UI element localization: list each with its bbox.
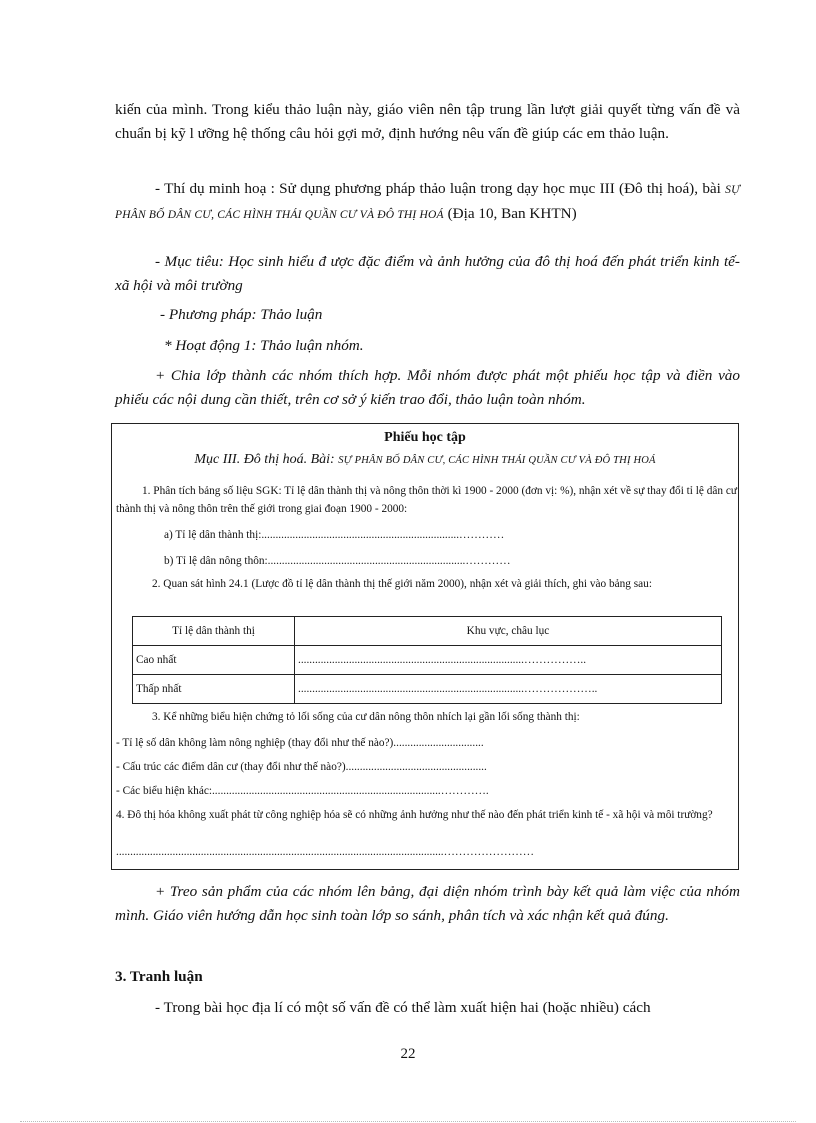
table-row — [133, 646, 722, 675]
question-1a: a) Tỉ lệ dân thành thị:......................................................................………… — [164, 529, 505, 541]
intro-paragraph: kiến của mình. Trong kiểu thảo luận này, giáo viên nên tập trung lần lượt giải quyết từng vấn đề và chuẩn bị kỹ l ưỡng hệ thống câu hỏi gợi mở, định hướng nêu vấn đề giúp các em thảo luận. — [115, 101, 740, 142]
section-heading: 3. Tranh luận — [115, 968, 203, 985]
table-cell: Cao nhất — [133, 646, 295, 675]
question-1: 1. Phân tích bảng số liệu SGK: Tỉ lệ dân thành thị và nông thôn thời kì 1900 - 2000 (đơn vị: %), nhận xét về sự thay đổi tỉ lệ dân cư thành thị và nông thôn trên thế giới trong giai đoạn 1900 - 2000: — [116, 485, 738, 515]
table-header-row — [133, 617, 722, 646]
section-first-line: - Trong bài học địa lí có một số vấn đề có thể làm xuất hiện hai (hoặc nhiều) cách — [155, 999, 651, 1016]
question-2: 2. Quan sát hình 24.1 (Lược đồ tỉ lệ dân thành thị thế giới năm 2000), nhận xét và giải thích, ghi vào bảng sau: — [152, 578, 652, 590]
objective-paragraph: - Mục tiêu: Học sinh hiểu đ ược đặc điểm và ảnh hưởng của đô thị hoá đến phát triển kinh tế- xã hội và môi trường — [115, 253, 740, 294]
table-row — [133, 675, 722, 704]
activity-line: * Hoạt động 1: Thảo luận nhóm. — [164, 337, 364, 354]
table-header-cell: Tỉ lệ dân thành thị — [133, 617, 295, 646]
question-3-item: - Cấu trúc các điểm dân cư (thay đổi như thế nào?).................................................. — [116, 761, 487, 773]
worksheet-subtitle-lesson: SỰ PHÂN BỐ DÂN CƯ, CÁC HÌNH THÁI QUẦN CƯ VÀ ĐÔ THỊ HOÁ — [338, 455, 656, 466]
worksheet-subtitle-prefix: Mục III. Đô thị hoá. Bài: — [194, 452, 339, 467]
question-3: 3. Kể những biểu hiện chứng tỏ lối sống của cư dân nông thôn nhích lại gần lối sống thành thị: — [152, 711, 580, 723]
example-prefix: - Thí dụ minh hoạ : Sử dụng phương pháp thảo luận trong dạy học mục III (Đô thị hoá), bài — [155, 180, 726, 197]
worksheet-title: Phiếu học tập — [384, 430, 466, 445]
question-4: 4. Đô thị hóa không xuất phát từ công nghiệp hóa sẽ có những ảnh hưởng như thế nào đến phát triển kinh tế - xã hội và môi trường? — [116, 809, 713, 821]
example-lesson-title: SỰ PHÂN BỐ DÂN CƯ, CÁC HÌNH THÁI QUẦN CƯ VÀ ĐÔ THỊ HOÁ — [115, 184, 740, 221]
example-suffix: (Địa 10, Ban KHTN) — [443, 205, 577, 222]
question-3-item: - Tỉ lệ số dân không làm nông nghiệp (thay đổi như thế nào?)................................ — [116, 737, 484, 749]
worksheet-subtitle — [112, 452, 738, 468]
example-paragraph — [115, 177, 740, 227]
instruction-paragraph: + Chia lớp thành các nhóm thích hợp. Mỗi nhóm được phát một phiếu học tập và điền vào phiếu các nội dung cần thiết, trên cơ sở ý kiến trao đổi, thảo luận toàn nhóm. — [115, 367, 740, 408]
after-box-paragraph: + Treo sản phẩm của các nhóm lên bảng, đại diện nhóm trình bày kết quả làm việc của nhóm mình. Giáo viên hướng dẫn học sinh toàn lớp so sánh, phân tích và xác nhận kết quả đúng. — [115, 883, 740, 924]
table-cell: Thấp nhất — [133, 675, 295, 704]
question-4-answer-line: ....................................................................................................................…………………… — [116, 846, 534, 858]
method-line: - Phương pháp: Thảo luận — [160, 306, 323, 323]
worksheet-box — [111, 423, 739, 870]
question-3-item: - Các biểu hiện khác:.................................................................................…………. — [116, 785, 489, 797]
table-header-cell: Khu vực, châu lục — [295, 617, 722, 646]
question-1b: b) Tỉ lệ dân nông thôn:......................................................................………… — [164, 555, 511, 567]
page-bottom-divider — [20, 1121, 796, 1122]
observation-table — [132, 616, 722, 704]
table-cell: ................................................................................…………….. — [295, 646, 722, 675]
page-number: 22 — [400, 1046, 416, 1062]
table-cell: ................................................................................……………….. — [295, 675, 722, 704]
